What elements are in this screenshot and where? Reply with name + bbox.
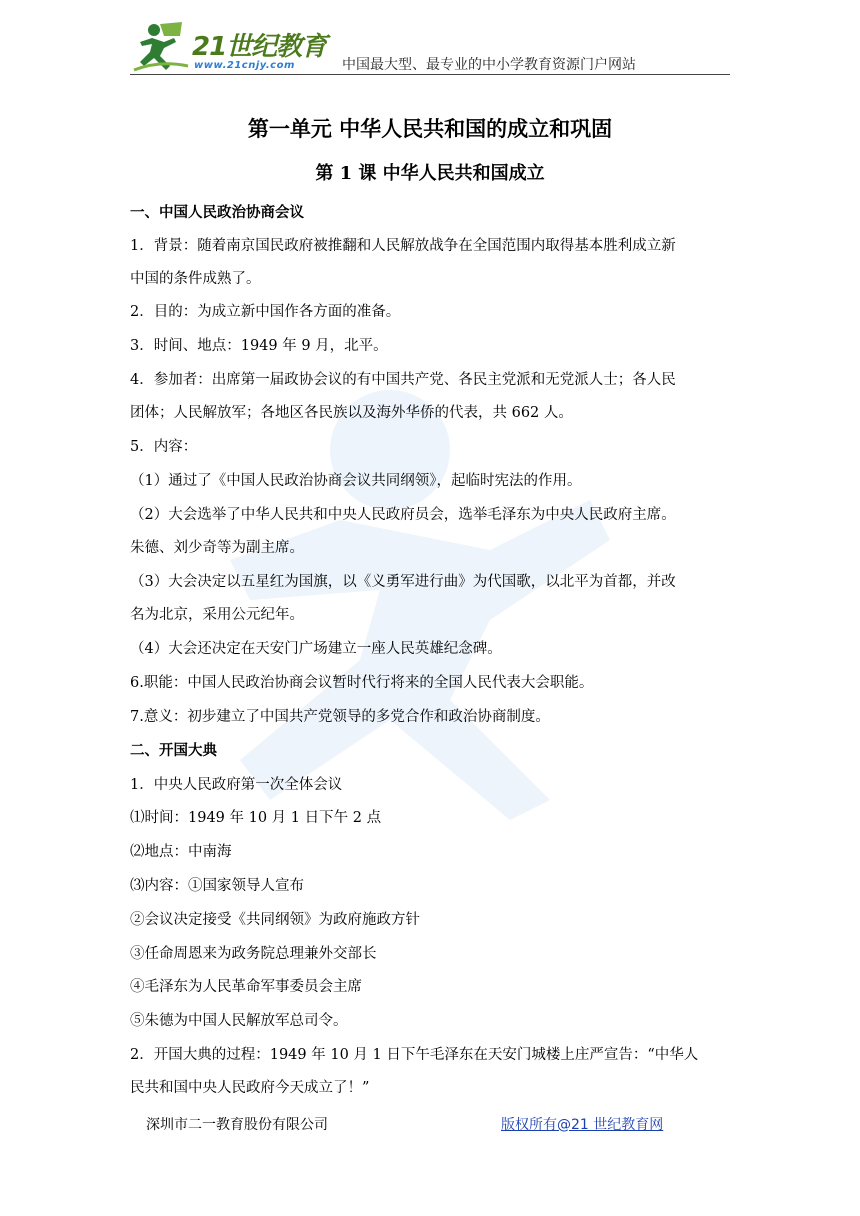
text-line: 1．背景：随着南京国民政府被推翻和人民解放战争在全国范围内取得基本胜利成立新 — [130, 238, 676, 254]
text-line: ⑶内容：①国家领导人宣布 — [130, 878, 304, 894]
text-line: ②会议决定接受《共同纲领》为政府施政方针 — [130, 912, 420, 928]
text-line: ③任命周恩来为政务院总理兼外交部长 — [130, 946, 377, 962]
section-heading: 二、开国大典 — [130, 743, 217, 759]
text-line: （3）大会决定以五星红为国旗，以《义勇军进行曲》为代国歌，以北平为首都，并改 — [130, 574, 676, 590]
text-line: 2．开国大典的过程：1949 年 10 月 1 日下午毛泽东在天安门城楼上庄严宣告：“中华人 — [130, 1047, 699, 1063]
logo-text: 21世纪教育 — [192, 32, 327, 62]
text-line: 名为北京，采用公元纪年。 — [130, 607, 304, 623]
header-divider — [130, 74, 730, 75]
site-logo — [130, 20, 330, 74]
text-line: 团体；人民解放军；各地区各民族以及海外华侨的代表，共 662 人。 — [130, 405, 573, 421]
text-line: 4．参加者：出席第一届政协会议的有中国共产党、各民主党派和无党派人士；各人民 — [130, 372, 676, 388]
text-line: 3．时间、地点：1949 年 9 月，北平。 — [130, 338, 388, 354]
footer-company: 深圳市二一教育股份有限公司 — [146, 1117, 328, 1133]
text-line: 朱德、刘少奇等为副主席。 — [130, 540, 304, 556]
runner-logo-icon — [130, 20, 192, 74]
section-heading: 一、中国人民政治协商会议 — [130, 205, 304, 221]
text-line: 2．目的：为成立新中国作各方面的准备。 — [130, 304, 401, 320]
lesson-subtitle: 第 1 课 中华人民共和国成立 — [315, 163, 545, 184]
site-tagline: 中国最大型、最专业的中小学教育资源门户网站 — [342, 57, 636, 73]
text-line: ⑴时间：1949 年 10 月 1 日下午 2 点 — [130, 810, 382, 826]
text-line: ⑤朱德为中国人民解放军总司令。 — [130, 1013, 348, 1029]
text-line: 6.职能：中国人民政治协商会议暂时代行将来的全国人民代表大会职能。 — [130, 675, 594, 691]
text-line: （4）大会还决定在天安门广场建立一座人民英雄纪念碑。 — [130, 641, 502, 657]
text-line: ④毛泽东为人民革命军事委员会主席 — [130, 979, 362, 995]
text-line: 民共和国中央人民政府今天成立了！” — [130, 1080, 370, 1096]
text-line: （2）大会选举了中华人民共和中央人民政府员会，选举毛泽东为中央人民政府主席。 — [130, 507, 676, 523]
text-line: 5．内容： — [130, 439, 198, 455]
text-line: （1）通过了《中国人民政治协商会议共同纲领》，起临时宪法的作用。 — [130, 473, 582, 489]
text-line: 7.意义：初步建立了中国共产党领导的多党合作和政治协商制度。 — [130, 709, 550, 725]
text-line: 中国的条件成熟了。 — [130, 271, 261, 287]
text-line: ⑵地点：中南海 — [130, 844, 232, 860]
page-title: 第一单元 中华人民共和国的成立和巩固 — [247, 116, 613, 141]
footer-copyright-link[interactable]: 版权所有@21 世纪教育网 — [501, 1117, 664, 1133]
text-line: 1．中央人民政府第一次全体会议 — [130, 777, 343, 793]
logo-url: www.21cnjy.com — [194, 60, 295, 71]
page-header — [130, 18, 730, 74]
